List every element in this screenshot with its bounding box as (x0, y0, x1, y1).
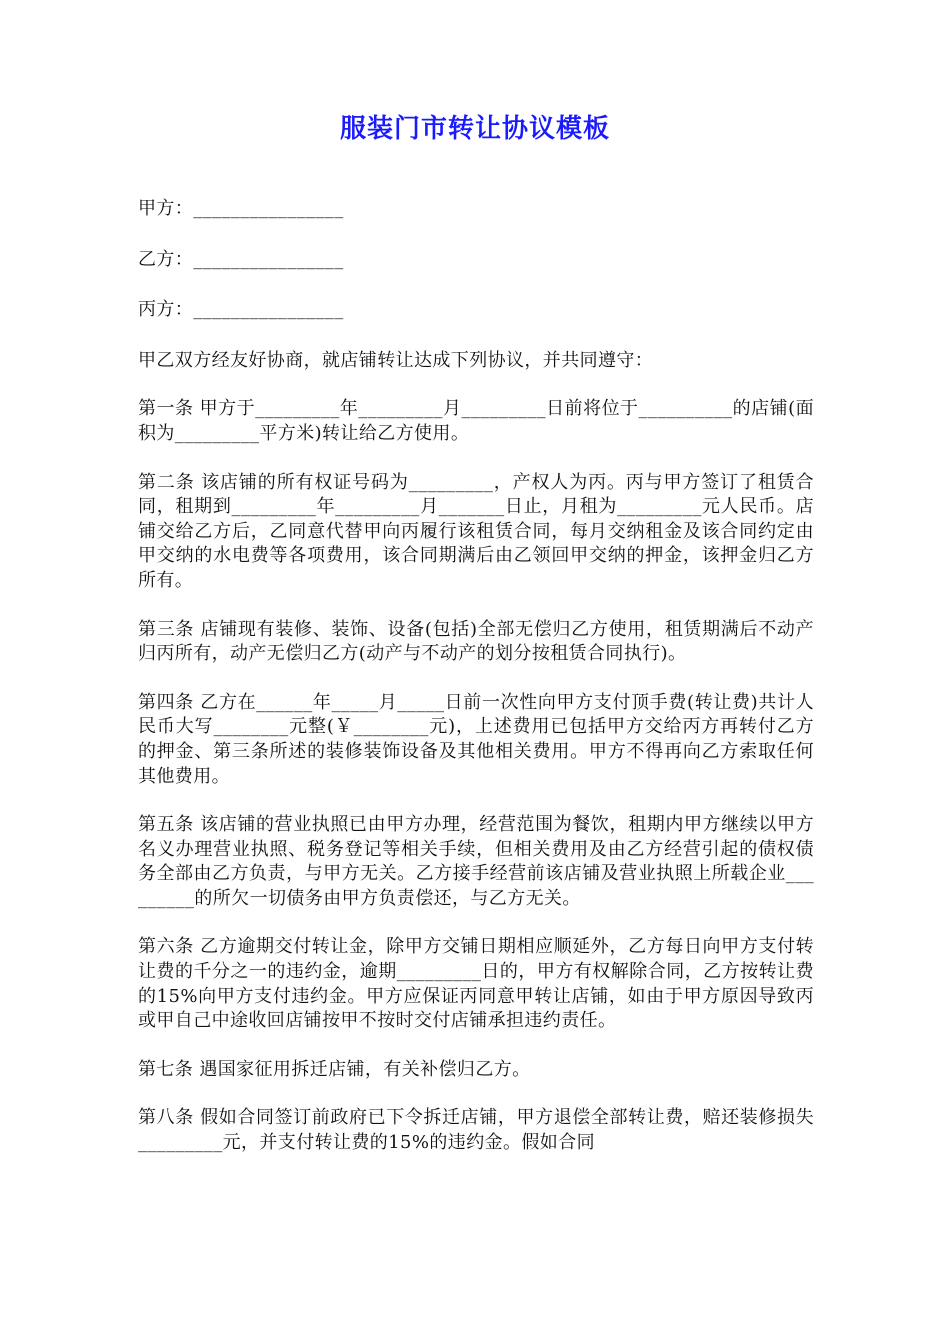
party-c-line: 丙方：________________ (138, 299, 344, 321)
article-5-paragraph: 第五条 该店铺的营业执照已由甲方办理，经营范围为餐饮，租期内甲方继续以甲方名义办理营业执照、税务登记等相关手续，但相关费用及由乙方经营引起的债权债务全部由乙方负责，与甲方无关。乙方接手经营前该店铺及营业执照上所载企业_________的所欠一切债务由甲方负责偿还，与乙方无关。 (138, 814, 814, 909)
article-2-paragraph: 第二条 该店铺的所有权证号码为_________，产权人为丙。丙与甲方签订了租赁合同，租期到_________年_________月_______日止，月租为_________元人民币。店铺交给乙方后，乙同意代替甲向丙履行该租赁合同，每月交纳租金及该合同约定由甲交纳的水电费等各项费用，该合同期满后由乙领回甲交纳的押金，该押金归乙方所有。 (138, 471, 814, 591)
document-body (138, 197, 814, 1180)
document-title: 服装门市转让协议模板 (339, 114, 610, 144)
article-3-paragraph: 第三条 店铺现有装修、装饰、设备(包括)全部无偿归乙方使用，租赁期满后不动产归丙所有，动产无偿归乙方(动产与不动产的划分按租赁合同执行)。 (138, 618, 814, 665)
article-6-paragraph: 第六条 乙方逾期交付转让金，除甲方交铺日期相应顺延外，乙方每日向甲方支付转让费的千分之一的违约金，逾期_________日的，甲方有权解除合同，乙方按转让费的15%向甲方支付违约金。甲方应保证丙同意甲转让店铺，如由于甲方原因导致丙或甲自己中途收回店铺按甲不按时交付店铺承担违约责任。 (138, 936, 814, 1032)
party-a-line: 甲方：________________ (138, 198, 344, 219)
article-7-paragraph: 第七条 遇国家征用拆迁店铺，有关补偿归乙方。 (138, 1058, 531, 1080)
preamble-paragraph: 甲乙双方经友好协商，就店铺转让达成下列协议，并共同遵守： (138, 349, 654, 371)
party-b-line: 乙方：________________ (138, 248, 344, 270)
article-4-paragraph: 第四条 乙方在______年_____月_____日前一次性向甲方支付顶手费(转让费)共计人民币大写________元整(￥________元)，上述费用已包括甲方交给丙方再转付乙方的押金、第三条所述的装修装饰设备及其他相关费用。甲方不得再向乙方索取任何其他费用。 (138, 691, 814, 787)
article-8-paragraph: 第八条 假如合同签订前政府已下令拆迁店铺，甲方退偿全部转让费，赔还装修损失_________元，并支付转让费的15%的违约金。假如合同 (138, 1107, 814, 1154)
article-1-paragraph: 第一条 甲方于_________年_________月_________日前将位于__________的店铺(面积为_________平方米)转让给乙方使用。 (138, 398, 814, 444)
